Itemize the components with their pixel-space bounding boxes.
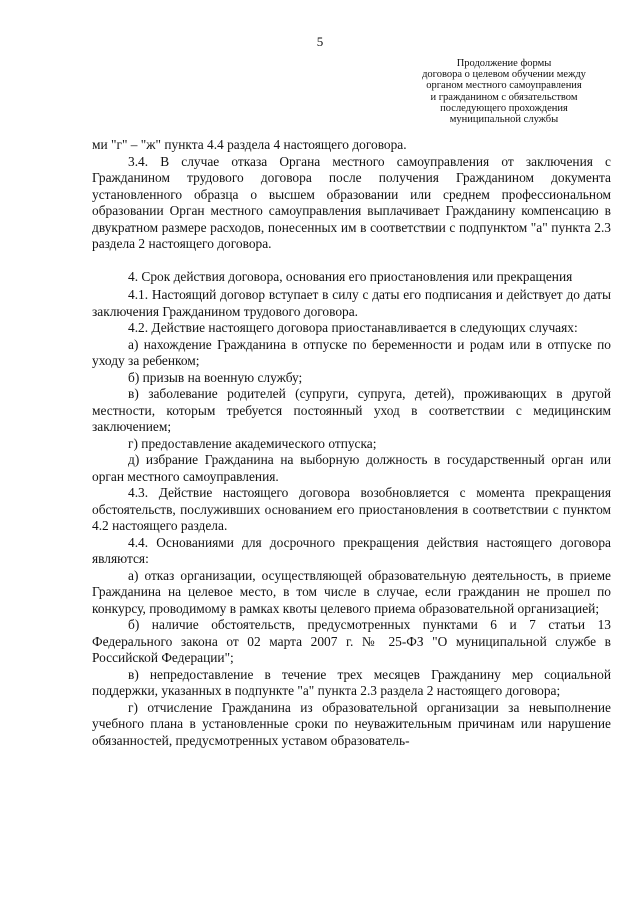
page-number: 5 (316, 34, 324, 49)
paragraph-4-4: 4.4. Основаниями для досрочного прекращения действия настоящего договора являются: (92, 534, 611, 566)
continued-paragraph: ми "г" – "ж" пункта 4.4 раздела 4 настоящего договора. (92, 137, 407, 152)
form-continuation-note (396, 58, 612, 125)
paragraph-4-1: 4.1. Настоящий договор вступает в силу с даты его подписания и действует до даты заключения Гражданином трудового договора. (92, 287, 611, 319)
paragraph-4-2: 4.2. Действие настоящего договора приостанавливается в следующих случаях: (128, 320, 578, 335)
header-note-line: Продолжение формы (456, 58, 552, 69)
paragraph-3-4: 3.4. В случае отказа Органа местного самоуправления от заключения с Гражданином трудового договора после получения Гражданином документа установленного образца о высшем образовании или среднем профессиональном образовании Орган местного самоуправления выплачивает Гражданину компенсацию в двукратном размере расходов, понесенных им в соответствии с подпунктом "а" пункта 2.3 раздела 2 настоящего договора. (92, 153, 611, 251)
list-item-4-4-v: в) непредоставление в течение трех месяцев Гражданину мер социальной поддержки, указанных в подпункте "а" пункта 2.3 раздела 2 настоящего договора; (92, 666, 611, 698)
list-item-4-4-b: б) наличие обстоятельств, предусмотренных пунктами 6 и 7 статьи 13 Федерального закона от 02 марта 2007 г. № 25-ФЗ "О муниципальной службе в Российской Федерации"; (92, 617, 611, 665)
header-note-line: и гражданином с обязательством (430, 91, 578, 103)
section-4-heading: 4. Срок действия договора, основания его приостановления или прекращения (128, 268, 573, 284)
list-item-4-2-b: б) призыв на военную службу; (128, 369, 303, 385)
document-body (92, 137, 611, 749)
list-item-4-4-a: а) отказ организации, осуществляющей образовательную деятельность, в приеме Гражданина на целевое место, в том числе в случае, если гражданин не прошел по конкурсу, проводимому в рамках квоты целевого приема образовательной организацией; (92, 567, 611, 616)
header-note-line: муниципальной службы (449, 114, 559, 126)
list-item-4-2-v: в) заболевание родителей (супруги, супруга, детей), проживающих в другой местности, которым требуется постоянный уход в соответствии с медицинским заключением; (92, 386, 611, 434)
list-item-4-2-d: д) избрание Гражданина на выборную должность в государственный орган или орган местного самоуправления. (92, 452, 611, 484)
list-item-4-2-a: а) нахождение Гражданина в отпуске по беременности и родам или в отпуске по уходу за ребенком; (92, 336, 611, 368)
list-item-4-2-g: г) предоставление академического отпуска; (128, 435, 377, 451)
header-note-line: договора о целевом обучении между (422, 69, 586, 81)
header-note-line: органом местного самоуправления (426, 80, 582, 92)
paragraph-4-3: 4.3. Действие настоящего договора возобновляется с момента прекращения обстоятельств, послуживших основанием его приостановления в соответствии с пунктом 4.2 настоящего раздела. (92, 485, 611, 533)
header-note-line: последующего прохождения (440, 102, 568, 114)
list-item-4-4-g: г) отчисление Гражданина из образовательной организации за невыполнение учебного плана в установленные сроки по неуважительным причинам или нарушение обязанностей, предусмотренных уставом образователь- (92, 699, 611, 748)
